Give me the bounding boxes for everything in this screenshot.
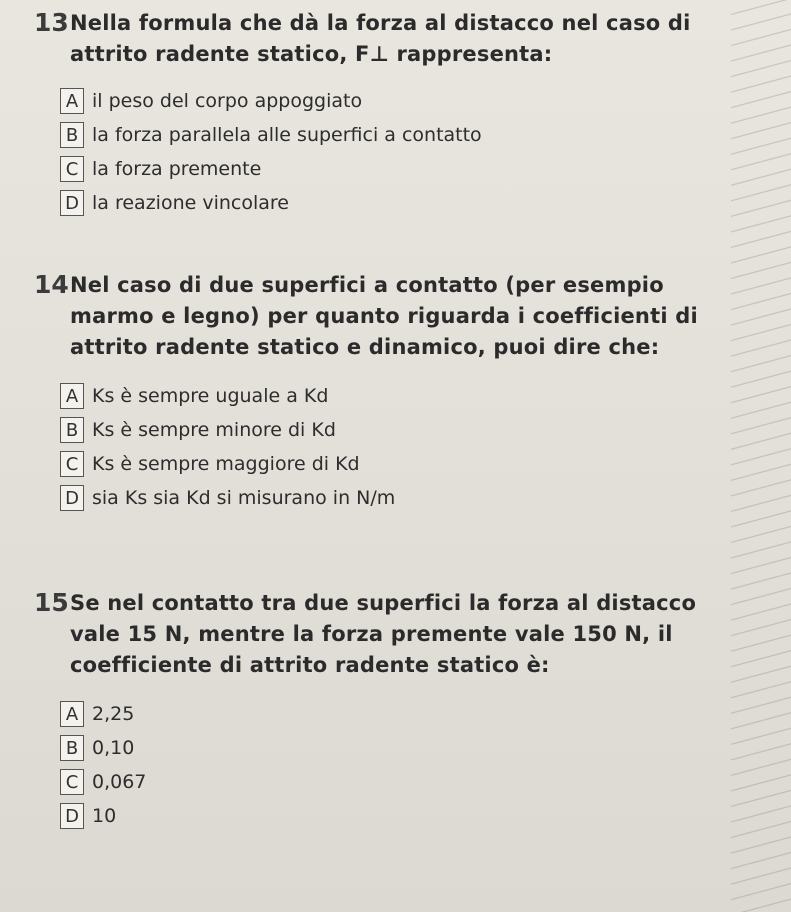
- option-letter: B: [60, 735, 84, 761]
- question-number: 14: [34, 270, 69, 299]
- option-d[interactable]: [60, 186, 734, 220]
- option-letter: C: [60, 156, 84, 182]
- option-text: 0,067: [92, 771, 147, 793]
- option-text: 0,10: [92, 737, 135, 759]
- option-letter: C: [60, 769, 84, 795]
- option-text: il peso del corpo appoggiato: [92, 90, 363, 112]
- option-text: Ks è sempre uguale a Kd: [92, 385, 329, 407]
- option-letter: D: [60, 803, 84, 829]
- option-c[interactable]: [60, 447, 734, 481]
- question-14: [34, 270, 734, 515]
- option-c[interactable]: [60, 765, 734, 799]
- option-text: la forza premente: [92, 158, 262, 180]
- option-a[interactable]: [60, 697, 734, 731]
- option-letter: C: [60, 451, 84, 477]
- option-letter: A: [60, 701, 84, 727]
- question-15: [34, 588, 734, 833]
- option-a[interactable]: [60, 379, 734, 413]
- option-letter: D: [60, 485, 84, 511]
- question-13: [34, 8, 734, 220]
- option-c[interactable]: [60, 152, 734, 186]
- option-d[interactable]: [60, 481, 734, 515]
- option-letter: A: [60, 383, 84, 409]
- question-text: Se nel contatto tra due superfici la forza al distacco vale 15 N, mentre la forza premente vale 150 N, il coefficiente di attrito radente statico è:: [70, 591, 697, 677]
- option-d[interactable]: [60, 799, 734, 833]
- option-letter: A: [60, 88, 84, 114]
- question-text: Nella formula che dà la forza al distacco nel caso di attrito radente statico, F⊥ rappresenta:: [70, 11, 691, 66]
- option-b[interactable]: [60, 413, 734, 447]
- option-text: 2,25: [92, 703, 135, 725]
- option-text: la reazione vincolare: [92, 192, 289, 214]
- option-b[interactable]: [60, 731, 734, 765]
- margin-decoration: [731, 0, 791, 912]
- option-a[interactable]: [60, 84, 734, 118]
- option-letter: D: [60, 190, 84, 216]
- option-text: Ks è sempre minore di Kd: [92, 419, 336, 441]
- option-letter: B: [60, 417, 84, 443]
- option-text: Ks è sempre maggiore di Kd: [92, 453, 360, 475]
- option-letter: B: [60, 122, 84, 148]
- option-b[interactable]: [60, 118, 734, 152]
- question-number: 15: [34, 588, 69, 617]
- question-number: 13: [34, 8, 69, 37]
- option-text: 10: [92, 805, 117, 827]
- question-text: Nel caso di due superfici a contatto (per esempio marmo e legno) per quanto riguarda i coefficienti di attrito radente statico e dinamico, puoi dire che:: [70, 273, 698, 359]
- option-text: la forza parallela alle superfici a contatto: [92, 124, 482, 146]
- option-text: sia Ks sia Kd si misurano in N/m: [92, 487, 396, 509]
